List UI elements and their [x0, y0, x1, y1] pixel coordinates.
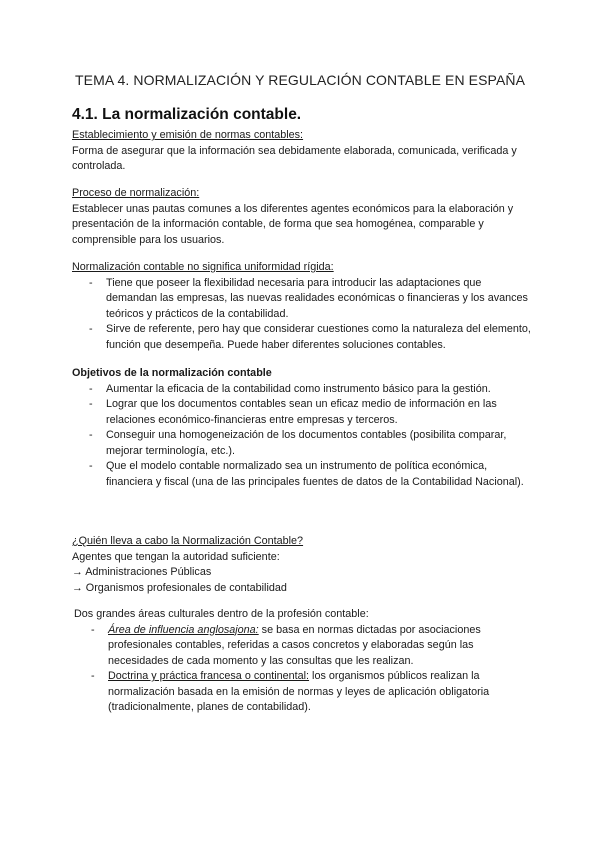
- area-text: se basa en normas dictadas por asociaciones profesionales contables, referidas a casos concretos y elaboradas según las necesidades de cada momento y las consultas que les realizan.: [108, 623, 481, 667]
- list-item: - Conseguir una homogeneización de los documentos contables (posibilita comparar, mejorar terminología, etc.).: [72, 428, 532, 459]
- agent-item: → Administraciones Públicas: [72, 566, 212, 578]
- list-item: [74, 623, 534, 670]
- area-label: Doctrina y práctica francesa o continental:: [108, 670, 310, 682]
- areas-block: [74, 607, 534, 716]
- uniformidad-heading: Normalización contable no significa uniformidad rígida:: [72, 261, 334, 273]
- objetivos-heading: Objetivos de la normalización contable: [72, 367, 272, 379]
- establecimiento-block: [72, 128, 532, 175]
- list-item: [74, 669, 534, 716]
- list-item: - Tiene que poseer la flexibilidad necesaria para introducir las adaptaciones que demandan las empresas, las nuevas realidades económicas o financieras y los avances teóricos y prácticos de la contabilidad.: [72, 276, 532, 323]
- quien-intro: Agentes que tengan la autoridad suficiente:: [72, 550, 280, 563]
- areas-intro: Dos grandes áreas culturales dentro de la profesión contable:: [74, 608, 369, 620]
- establecimiento-heading: Establecimiento y emisión de normas contables:: [72, 129, 304, 141]
- quien-block: [72, 534, 532, 596]
- areas-list: [74, 623, 534, 716]
- uniformidad-block: [72, 260, 532, 353]
- section-heading: 4.1. La normalización contable.: [72, 106, 302, 123]
- objetivos-list: [72, 382, 532, 491]
- list-item: - Aumentar la eficacia de la contabilidad como instrumento básico para la gestión.: [72, 382, 532, 398]
- list-item: - Lograr que los documentos contables sean un eficaz medio de información en las relaciones económico-financieras entre empresas y terceros.: [72, 397, 532, 428]
- list-item: - Que el modelo contable normalizado sea un instrumento de política económica, financiera y fiscal (una de las principales fuentes de datos de la Contabilidad Nacional).: [72, 459, 532, 490]
- proceso-block: [72, 186, 532, 248]
- quien-heading: ¿Quién lleva a cabo la Normalización Contable?: [72, 535, 304, 547]
- proceso-text: Establecer unas pautas comunes a los diferentes agentes económicos para la elaboración y presentación de la información contable, de forma que sea homogénea, comparable y comprensible para los usuarios.: [72, 202, 514, 246]
- proceso-heading: Proceso de normalización:: [72, 187, 200, 199]
- agent-item: → Organismos profesionales de contabilidad: [72, 581, 287, 594]
- uniformidad-list: [72, 276, 532, 354]
- list-item: - Sirve de referente, pero hay que considerar cuestiones como la naturaleza del elemento, función que desempeña. Puede haber diferentes soluciones contables.: [72, 322, 532, 353]
- establecimiento-text: Forma de asegurar que la información sea debidamente elaborada, comunicada, verificada y controlada.: [72, 144, 517, 172]
- area-text: los organismos públicos realizan la normalización basada en la emisión de normas y leyes de aplicación obligatoria (tradicionalmente, planes de contabilidad).: [108, 670, 490, 713]
- document-title: TEMA 4. NORMALIZACIÓN Y REGULACIÓN CONTABLE EN ESPAÑA: [75, 72, 526, 88]
- objetivos-block: [72, 366, 532, 490]
- area-label: Área de influencia anglosajona:: [108, 623, 259, 636]
